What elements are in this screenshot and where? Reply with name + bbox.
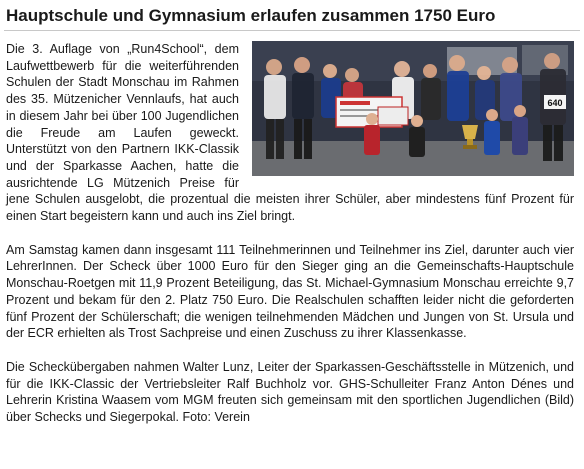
article-photo	[252, 41, 574, 176]
article-headline: Hauptschule und Gymnasium erlaufen zusammen 1750 Euro	[6, 6, 496, 25]
paragraph-intro: Die 3. Auflage von „Run4School“, dem Laufwettbewerb für die weiterführenden Schulen der Stadt Monschau im Rahmen des 35. Mützenicher Vennlaufs, hat auch in diesem Jahr bei über 100 Jugendlichen die Freude am Laufen geweckt. Unterstützt von den Partnern IKK-Classik und der Sparkasse Aachen, hatte die ausrichtende LG Mützenich Preise für jene Schulen ausgelobt, die prozentual die meisten ihrer Schüler, aber mindestens fünf Prozent für einen Start begeistern kann und auch ins Ziel bringt.	[6, 42, 574, 224]
runner-bib-number: 640	[547, 98, 563, 108]
paragraph-cheques: Die Scheckübergaben nahmen Walter Lunz, Leiter der Sparkassen-Geschäftsstelle in Mützenich, und für die IKK-Classic der Vertriebsleiter Ralf Buchholz vor. GHS-Schulleiter Franz Anton Dénes und Lehrerin Kristina Waasem vom MGM freuten sich gemeinsam mit den sportlichen Jugendlichen (Bild) über Schecks und Siegerpokal. Foto: Verein	[6, 359, 574, 425]
group-photo-illustration	[252, 41, 574, 176]
paragraph-results: Am Samstag kamen dann insgesamt 111 Teilnehmerinnen und Teilnehmer ins Ziel, darunter auch vier LehrerInnen. Der Scheck über 1000 Euro für den Sieger ging an die Gemeinschafts-Hauptschule Monschau-Roetgen mit 11,9 Prozent Beteiligung, das St. Michael-Gymnasium Monschau erreichte 9,7 Prozent und bekam für den 2. Platz 750 Euro. Die Realschulen schafften leider nicht die geforderten fünf Prozent der Schülerschaft; die wenigen teilnehmenden Mädchen und Jungen von St. Ursula und der ECR erhielten als Trost Sachpreise und einen Zuschuss zu ihrer Klassenkasse.	[6, 242, 574, 341]
headline-divider	[4, 30, 580, 31]
article-body	[6, 41, 574, 443]
